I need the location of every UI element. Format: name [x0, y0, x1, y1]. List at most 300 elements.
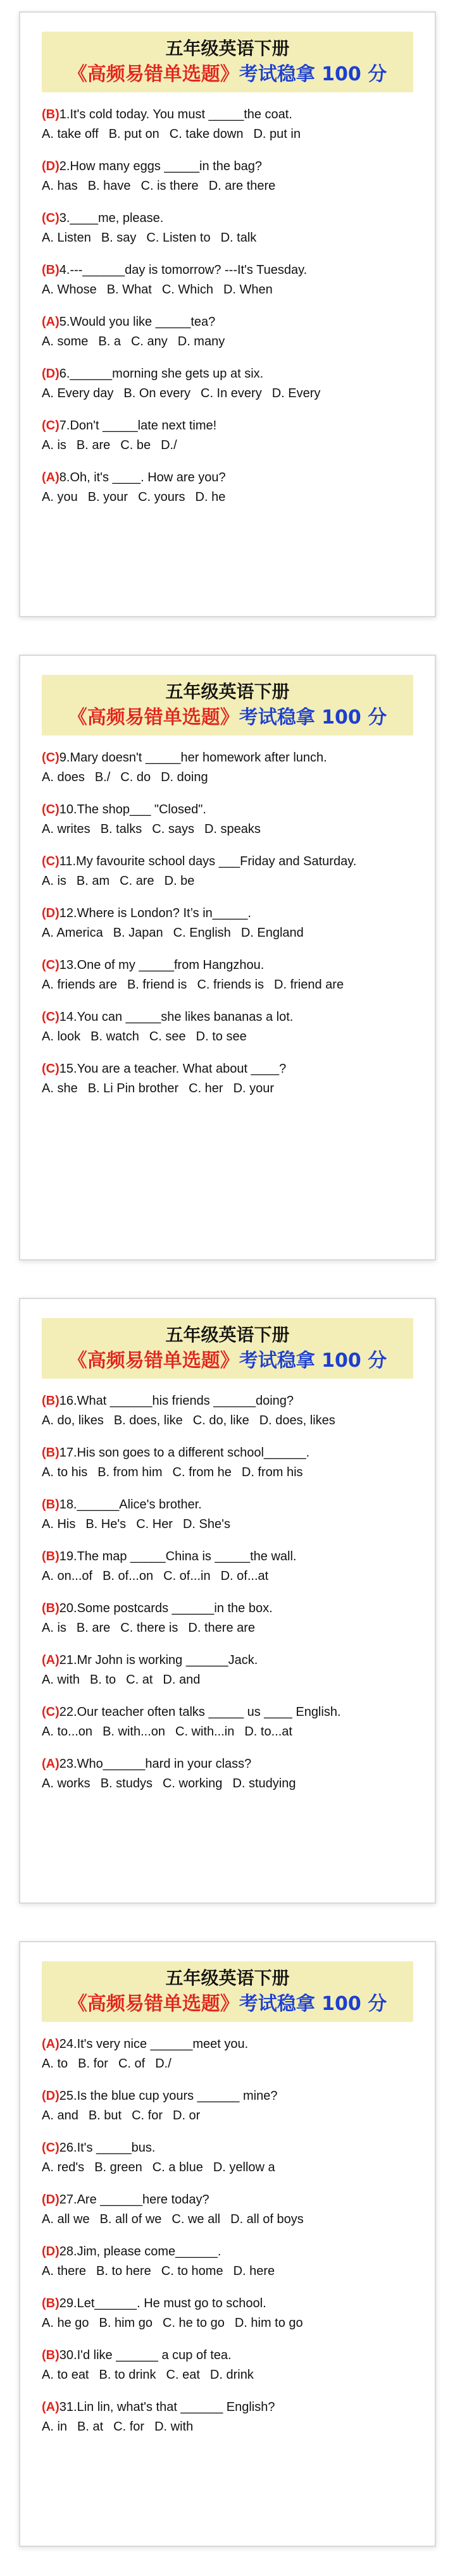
option-b: B. to — [90, 1673, 116, 1687]
question-item — [42, 261, 413, 300]
option-b: B. to here — [96, 2264, 151, 2278]
answer-key: (C) — [42, 1010, 59, 1024]
answer-key: (A) — [42, 2037, 59, 2051]
option-d: D. doing — [161, 770, 208, 784]
option-b: B. put on — [108, 127, 159, 141]
question-text: 15.You are a teacher. What about ____? — [59, 1062, 287, 1076]
option-b: B. watch — [90, 1030, 139, 1044]
question-stem — [42, 209, 413, 228]
option-row — [42, 1027, 413, 1047]
option-d: D./ — [161, 438, 177, 452]
worksheet-page-3 — [19, 1298, 436, 1904]
option-d: D. many — [177, 335, 225, 348]
question-stem — [42, 105, 413, 125]
option-a: A. and — [42, 2109, 78, 2123]
question-stem — [42, 2242, 413, 2262]
question-item — [42, 1547, 413, 1586]
option-row — [42, 1774, 413, 1794]
option-c: C. eat — [166, 2368, 200, 2382]
question-text: 14.You can _____she likes bananas a lot. — [59, 1010, 294, 1024]
header-subtitle-blue: 考试稳拿 100 分 — [239, 1350, 387, 1372]
question-item — [42, 2294, 413, 2333]
option-d: D. does, likes — [259, 1414, 335, 1427]
option-d: D. friend are — [274, 978, 344, 992]
option-b: B. him go — [99, 2316, 153, 2330]
option-b: B. studys — [100, 1777, 153, 1790]
option-row — [42, 1722, 413, 1742]
question-text: 2.How many eggs _____in the bag? — [59, 159, 262, 173]
answer-key: (B) — [42, 108, 59, 121]
header-title: 五年级英语下册 — [165, 1324, 290, 1345]
option-b: B. at — [77, 2420, 104, 2434]
option-a: A. Every day — [42, 386, 114, 400]
option-a: A. is — [42, 1621, 66, 1635]
question-text: 10.The shop___ "Closed". — [59, 803, 206, 817]
option-d: D. When — [223, 283, 273, 297]
option-d: D. all of boys — [230, 2212, 304, 2226]
option-b: B. are — [76, 1621, 111, 1635]
answer-key: (C) — [42, 1705, 59, 1719]
question-stem — [42, 2086, 413, 2106]
option-b: B. have — [87, 179, 131, 193]
option-b: B. with...on — [103, 1725, 165, 1739]
option-d: D. to see — [196, 1030, 247, 1044]
option-c: C. working — [162, 1777, 223, 1790]
option-d: D. to...at — [244, 1725, 292, 1739]
answer-key: (C) — [42, 211, 59, 225]
answer-key: (B) — [42, 2296, 59, 2310]
question-text: 18.______Alice's brother. — [59, 1498, 202, 1512]
option-a: A. do, likes — [42, 1414, 104, 1427]
question-text: 5.Would you like _____tea? — [59, 315, 216, 329]
option-row — [42, 2054, 413, 2074]
question-item — [42, 2138, 413, 2178]
option-d: D. here — [233, 2264, 275, 2278]
option-row — [42, 2158, 413, 2178]
option-c: C. with...in — [175, 1725, 235, 1739]
question-stem — [42, 1443, 413, 1463]
option-c: C. yours — [138, 490, 185, 504]
header-title: 五年级英语下册 — [165, 38, 290, 59]
question-item — [42, 1754, 413, 1794]
answer-key: (D) — [42, 906, 59, 920]
option-row — [42, 125, 413, 144]
question-text: 22.Our teacher often talks _____ us ____ English. — [59, 1705, 341, 1719]
question-text: 29.Let______. He must go to school. — [59, 2296, 266, 2310]
option-d: D. be — [164, 874, 195, 888]
answer-key: (D) — [42, 2089, 59, 2103]
question-stem — [42, 468, 413, 488]
option-a: A. His — [42, 1517, 76, 1531]
question-item — [42, 956, 413, 995]
option-b: B. On every — [123, 386, 190, 400]
worksheet-header — [42, 1961, 413, 2022]
option-row — [42, 1463, 413, 1482]
option-row — [42, 488, 413, 507]
option-c: C. a blue — [152, 2160, 203, 2174]
worksheet-page-2 — [19, 655, 436, 1260]
question-stem — [42, 748, 413, 768]
option-b: B. does, like — [113, 1414, 183, 1427]
option-b: B. Japan — [113, 926, 163, 940]
answer-key: (C) — [42, 2141, 59, 2155]
option-b: B. What — [106, 283, 152, 297]
question-text: 8.Oh, it's ____. How are you? — [59, 471, 226, 484]
option-row — [42, 1079, 413, 1099]
option-row — [42, 2417, 413, 2437]
worksheet-header — [42, 675, 413, 736]
option-row — [42, 923, 413, 943]
option-c: C. Which — [161, 283, 213, 297]
question-stem — [42, 956, 413, 975]
question-stem — [42, 1495, 413, 1515]
question-item — [42, 2190, 413, 2229]
question-text: 9.Mary doesn't _____her homework after lunch. — [59, 751, 327, 765]
question-item — [42, 2346, 413, 2385]
question-list — [42, 748, 413, 1099]
option-b: B./ — [94, 770, 111, 784]
option-b: B. but — [88, 2109, 122, 2123]
option-d: D. of...at — [220, 1569, 269, 1583]
header-title: 五年级英语下册 — [165, 1968, 290, 1988]
option-b: B. from him — [97, 1465, 163, 1479]
header-subtitle-red: 《高频易错单选题》 — [68, 706, 239, 729]
worksheet-header — [42, 1318, 413, 1379]
option-a: A. to...on — [42, 1725, 93, 1739]
option-b: B. Li Pin brother — [87, 1082, 179, 1095]
option-d: D. put in — [253, 127, 301, 141]
question-item — [42, 312, 413, 352]
question-text: 13.One of my _____from Hangzhou. — [59, 958, 265, 972]
question-text: 26.It's _____bus. — [59, 2141, 156, 2155]
answer-key: (B) — [42, 263, 59, 277]
option-a: A. there — [42, 2264, 87, 2278]
option-b: B. green — [94, 2160, 142, 2174]
question-text: 24.It's very nice ______meet you. — [59, 2037, 249, 2051]
question-item — [42, 1495, 413, 1534]
option-row — [42, 768, 413, 787]
answer-key: (B) — [42, 1601, 59, 1615]
option-d: D./ — [155, 2057, 171, 2071]
answer-key: (A) — [42, 471, 59, 484]
question-text: 30.I'd like ______ a cup of tea. — [59, 2348, 232, 2362]
question-stem — [42, 364, 413, 384]
option-a: A. works — [42, 1777, 90, 1790]
option-a: A. look — [42, 1030, 81, 1044]
question-item — [42, 2035, 413, 2074]
option-row — [42, 820, 413, 839]
option-d: D. drink — [209, 2368, 254, 2382]
option-d: D. Every — [271, 386, 321, 400]
question-item — [42, 1599, 413, 1638]
option-a: A. to eat — [42, 2368, 89, 2382]
option-c: C. are — [120, 874, 154, 888]
option-b: B. all of we — [99, 2212, 162, 2226]
option-a: A. he go — [42, 2316, 89, 2330]
worksheet-page-4 — [19, 1941, 436, 2547]
option-row — [42, 436, 413, 455]
question-item — [42, 468, 413, 507]
option-b: B. to drink — [99, 2368, 156, 2382]
question-text: 31.Lin lin, what's that ______ English? — [59, 2400, 275, 2414]
answer-key: (B) — [42, 1550, 59, 1563]
question-stem — [42, 904, 413, 923]
question-item — [42, 364, 413, 404]
option-d: D. your — [233, 1082, 275, 1095]
option-c: C. is there — [140, 179, 199, 193]
option-row — [42, 1515, 413, 1534]
option-c: C. he to go — [163, 2316, 225, 2330]
question-text: 7.Don't _____late next time! — [59, 419, 217, 433]
option-b: B. for — [78, 2057, 108, 2071]
option-a: A. has — [42, 179, 78, 193]
header-subtitle — [42, 704, 413, 732]
option-c: C. English — [173, 926, 231, 940]
header-subtitle — [42, 1347, 413, 1375]
option-c: C. for — [113, 2420, 145, 2434]
question-stem — [42, 1008, 413, 1027]
question-stem — [42, 1547, 413, 1567]
option-d: D. speaks — [204, 822, 261, 836]
option-row — [42, 384, 413, 404]
option-b: B. say — [101, 231, 137, 245]
question-stem — [42, 2346, 413, 2365]
worksheet-header — [42, 32, 413, 92]
option-row — [42, 1411, 413, 1431]
question-item — [42, 209, 413, 248]
question-stem — [42, 261, 413, 280]
question-item — [42, 1443, 413, 1482]
option-b: B. He's — [85, 1517, 127, 1531]
question-text: 19.The map _____China is _____the wall. — [59, 1550, 297, 1563]
question-stem — [42, 2398, 413, 2417]
question-stem — [42, 1599, 413, 1618]
answer-key: (A) — [42, 1757, 59, 1771]
question-stem — [42, 2138, 413, 2158]
question-stem — [42, 1651, 413, 1670]
option-b: B. am — [76, 874, 110, 888]
option-a: A. she — [42, 1082, 78, 1095]
question-text: 17.His son goes to a different school______. — [59, 1446, 310, 1460]
question-stem — [42, 1754, 413, 1774]
option-a: A. you — [42, 490, 78, 504]
option-d: D. him to go — [234, 2316, 303, 2330]
option-row — [42, 1670, 413, 1690]
question-text: 23.Who______hard in your class? — [59, 1757, 252, 1771]
option-c: C. of — [118, 2057, 146, 2071]
question-item — [42, 800, 413, 839]
option-a: A. to — [42, 2057, 68, 2071]
question-stem — [42, 852, 413, 872]
question-item — [42, 1703, 413, 1742]
option-c: C. at — [126, 1673, 153, 1687]
option-a: A. is — [42, 874, 66, 888]
option-a: A. with — [42, 1673, 80, 1687]
question-stem — [42, 1703, 413, 1722]
option-a: A. Listen — [42, 231, 91, 245]
option-row — [42, 1567, 413, 1586]
answer-key: (D) — [42, 367, 59, 381]
option-d: D. are there — [208, 179, 276, 193]
option-d: D. England — [240, 926, 304, 940]
question-item — [42, 748, 413, 787]
answer-key: (C) — [42, 958, 59, 972]
option-b: B. your — [87, 490, 128, 504]
option-c: C. do, like — [192, 1414, 249, 1427]
option-d: D. She's — [182, 1517, 230, 1531]
answer-key: (C) — [42, 854, 59, 868]
option-a: A. take off — [42, 127, 99, 141]
option-a: A. friends are — [42, 978, 117, 992]
question-text: 4.---______day is tomorrow? ---It's Tuesday. — [59, 263, 308, 277]
question-item — [42, 1008, 413, 1047]
option-b: B. talks — [100, 822, 142, 836]
option-a: A. red's — [42, 2160, 85, 2174]
option-b: B. friend is — [127, 978, 187, 992]
answer-key: (B) — [42, 1446, 59, 1460]
answer-key: (C) — [42, 803, 59, 817]
option-a: A. to his — [42, 1465, 88, 1479]
option-a: A. some — [42, 335, 89, 348]
question-stem — [42, 2190, 413, 2210]
question-item — [42, 1651, 413, 1690]
question-item — [42, 852, 413, 891]
option-a: A. America — [42, 926, 103, 940]
option-c: C. says — [152, 822, 194, 836]
header-subtitle — [42, 1990, 413, 2018]
option-d: D. yellow a — [213, 2160, 275, 2174]
question-stem — [42, 2294, 413, 2314]
question-item — [42, 2086, 413, 2126]
question-text: 16.What ______his friends ______doing? — [59, 1394, 294, 1408]
option-c: C. do — [120, 770, 151, 784]
question-item — [42, 2242, 413, 2281]
option-c: C. take down — [169, 127, 244, 141]
header-subtitle-blue: 考试稳拿 100 分 — [239, 706, 387, 729]
question-stem — [42, 157, 413, 176]
option-c: C. friends is — [197, 978, 265, 992]
question-text: 11.My favourite school days ___Friday and Saturday. — [59, 854, 357, 868]
worksheet-page-1 — [19, 11, 436, 617]
question-list — [42, 105, 413, 507]
option-row — [42, 332, 413, 352]
answer-key: (D) — [42, 159, 59, 173]
answer-key: (A) — [42, 315, 59, 329]
option-c: C. of...in — [163, 1569, 211, 1583]
option-d: D. with — [154, 2420, 194, 2434]
option-a: A. in — [42, 2420, 68, 2434]
option-row — [42, 2262, 413, 2281]
answer-key: (A) — [42, 2400, 59, 2414]
question-item — [42, 1059, 413, 1099]
option-c: C. for — [132, 2109, 163, 2123]
question-text: 1.It's cold today. You must _____the coat. — [59, 108, 292, 121]
option-a: A. writes — [42, 822, 90, 836]
answer-key: (C) — [42, 751, 59, 765]
option-row — [42, 872, 413, 891]
question-item — [42, 105, 413, 144]
option-a: A. is — [42, 438, 66, 452]
header-subtitle-red: 《高频易错单选题》 — [68, 1993, 239, 2015]
header-title: 五年级英语下册 — [165, 681, 290, 702]
header-subtitle-blue: 考试稳拿 100 分 — [239, 63, 387, 85]
question-stem — [42, 1391, 413, 1411]
header-subtitle — [42, 61, 413, 89]
option-row — [42, 2314, 413, 2333]
option-row — [42, 280, 413, 300]
question-stem — [42, 1059, 413, 1079]
header-subtitle-red: 《高频易错单选题》 — [68, 1350, 239, 1372]
header-subtitle-red: 《高频易错单选题》 — [68, 63, 239, 85]
question-item — [42, 416, 413, 455]
question-item — [42, 1391, 413, 1431]
question-text: 20.Some postcards ______in the box. — [59, 1601, 273, 1615]
question-item — [42, 157, 413, 196]
option-row — [42, 2365, 413, 2385]
option-a: A. Whose — [42, 283, 97, 297]
option-a: A. on...of — [42, 1569, 93, 1583]
option-c: C. to home — [161, 2264, 223, 2278]
option-row — [42, 975, 413, 995]
question-text: 6.______morning she gets up at six. — [59, 367, 264, 381]
option-row — [42, 228, 413, 248]
option-row — [42, 1618, 413, 1638]
answer-key: (D) — [42, 2245, 59, 2259]
question-text: 25.Is the blue cup yours ______ mine? — [59, 2089, 278, 2103]
option-a: A. all we — [42, 2212, 90, 2226]
option-c: C. from he — [172, 1465, 232, 1479]
option-d: D. talk — [220, 231, 257, 245]
option-b: B. of...on — [103, 1569, 154, 1583]
option-c: C. be — [120, 438, 151, 452]
option-row — [42, 2210, 413, 2229]
question-text: 3.____me, please. — [59, 211, 164, 225]
question-stem — [42, 800, 413, 820]
option-c: C. Listen to — [146, 231, 211, 245]
option-c: C. see — [149, 1030, 186, 1044]
question-text: 12.Where is London? It’s in_____. — [59, 906, 251, 920]
question-list — [42, 1391, 413, 1794]
header-subtitle-blue: 考试稳拿 100 分 — [239, 1993, 387, 2015]
option-b: B. are — [76, 438, 111, 452]
answer-key: (B) — [42, 2348, 59, 2362]
question-text: 21.Mr John is working ______Jack. — [59, 1653, 258, 1667]
option-d: D. from his — [241, 1465, 303, 1479]
option-c: C. her — [189, 1082, 223, 1095]
option-c: C. we all — [171, 2212, 221, 2226]
question-item — [42, 904, 413, 943]
question-item — [42, 2398, 413, 2437]
option-d: D. studying — [232, 1777, 296, 1790]
answer-key: (A) — [42, 1653, 59, 1667]
option-c: C. Her — [136, 1517, 173, 1531]
option-c: C. any — [130, 335, 168, 348]
option-d: D. he — [195, 490, 226, 504]
answer-key: (B) — [42, 1394, 59, 1408]
option-d: D. there are — [188, 1621, 256, 1635]
option-c: C. In every — [201, 386, 262, 400]
question-stem — [42, 416, 413, 436]
question-stem — [42, 2035, 413, 2054]
question-text: 28.Jim, please come______. — [59, 2245, 221, 2259]
option-a: A. does — [42, 770, 85, 784]
option-row — [42, 2106, 413, 2126]
option-d: D. or — [173, 2109, 201, 2123]
question-text: 27.Are ______here today? — [59, 2193, 209, 2207]
option-row — [42, 176, 413, 196]
answer-key: (D) — [42, 2193, 59, 2207]
option-b: B. a — [98, 335, 121, 348]
